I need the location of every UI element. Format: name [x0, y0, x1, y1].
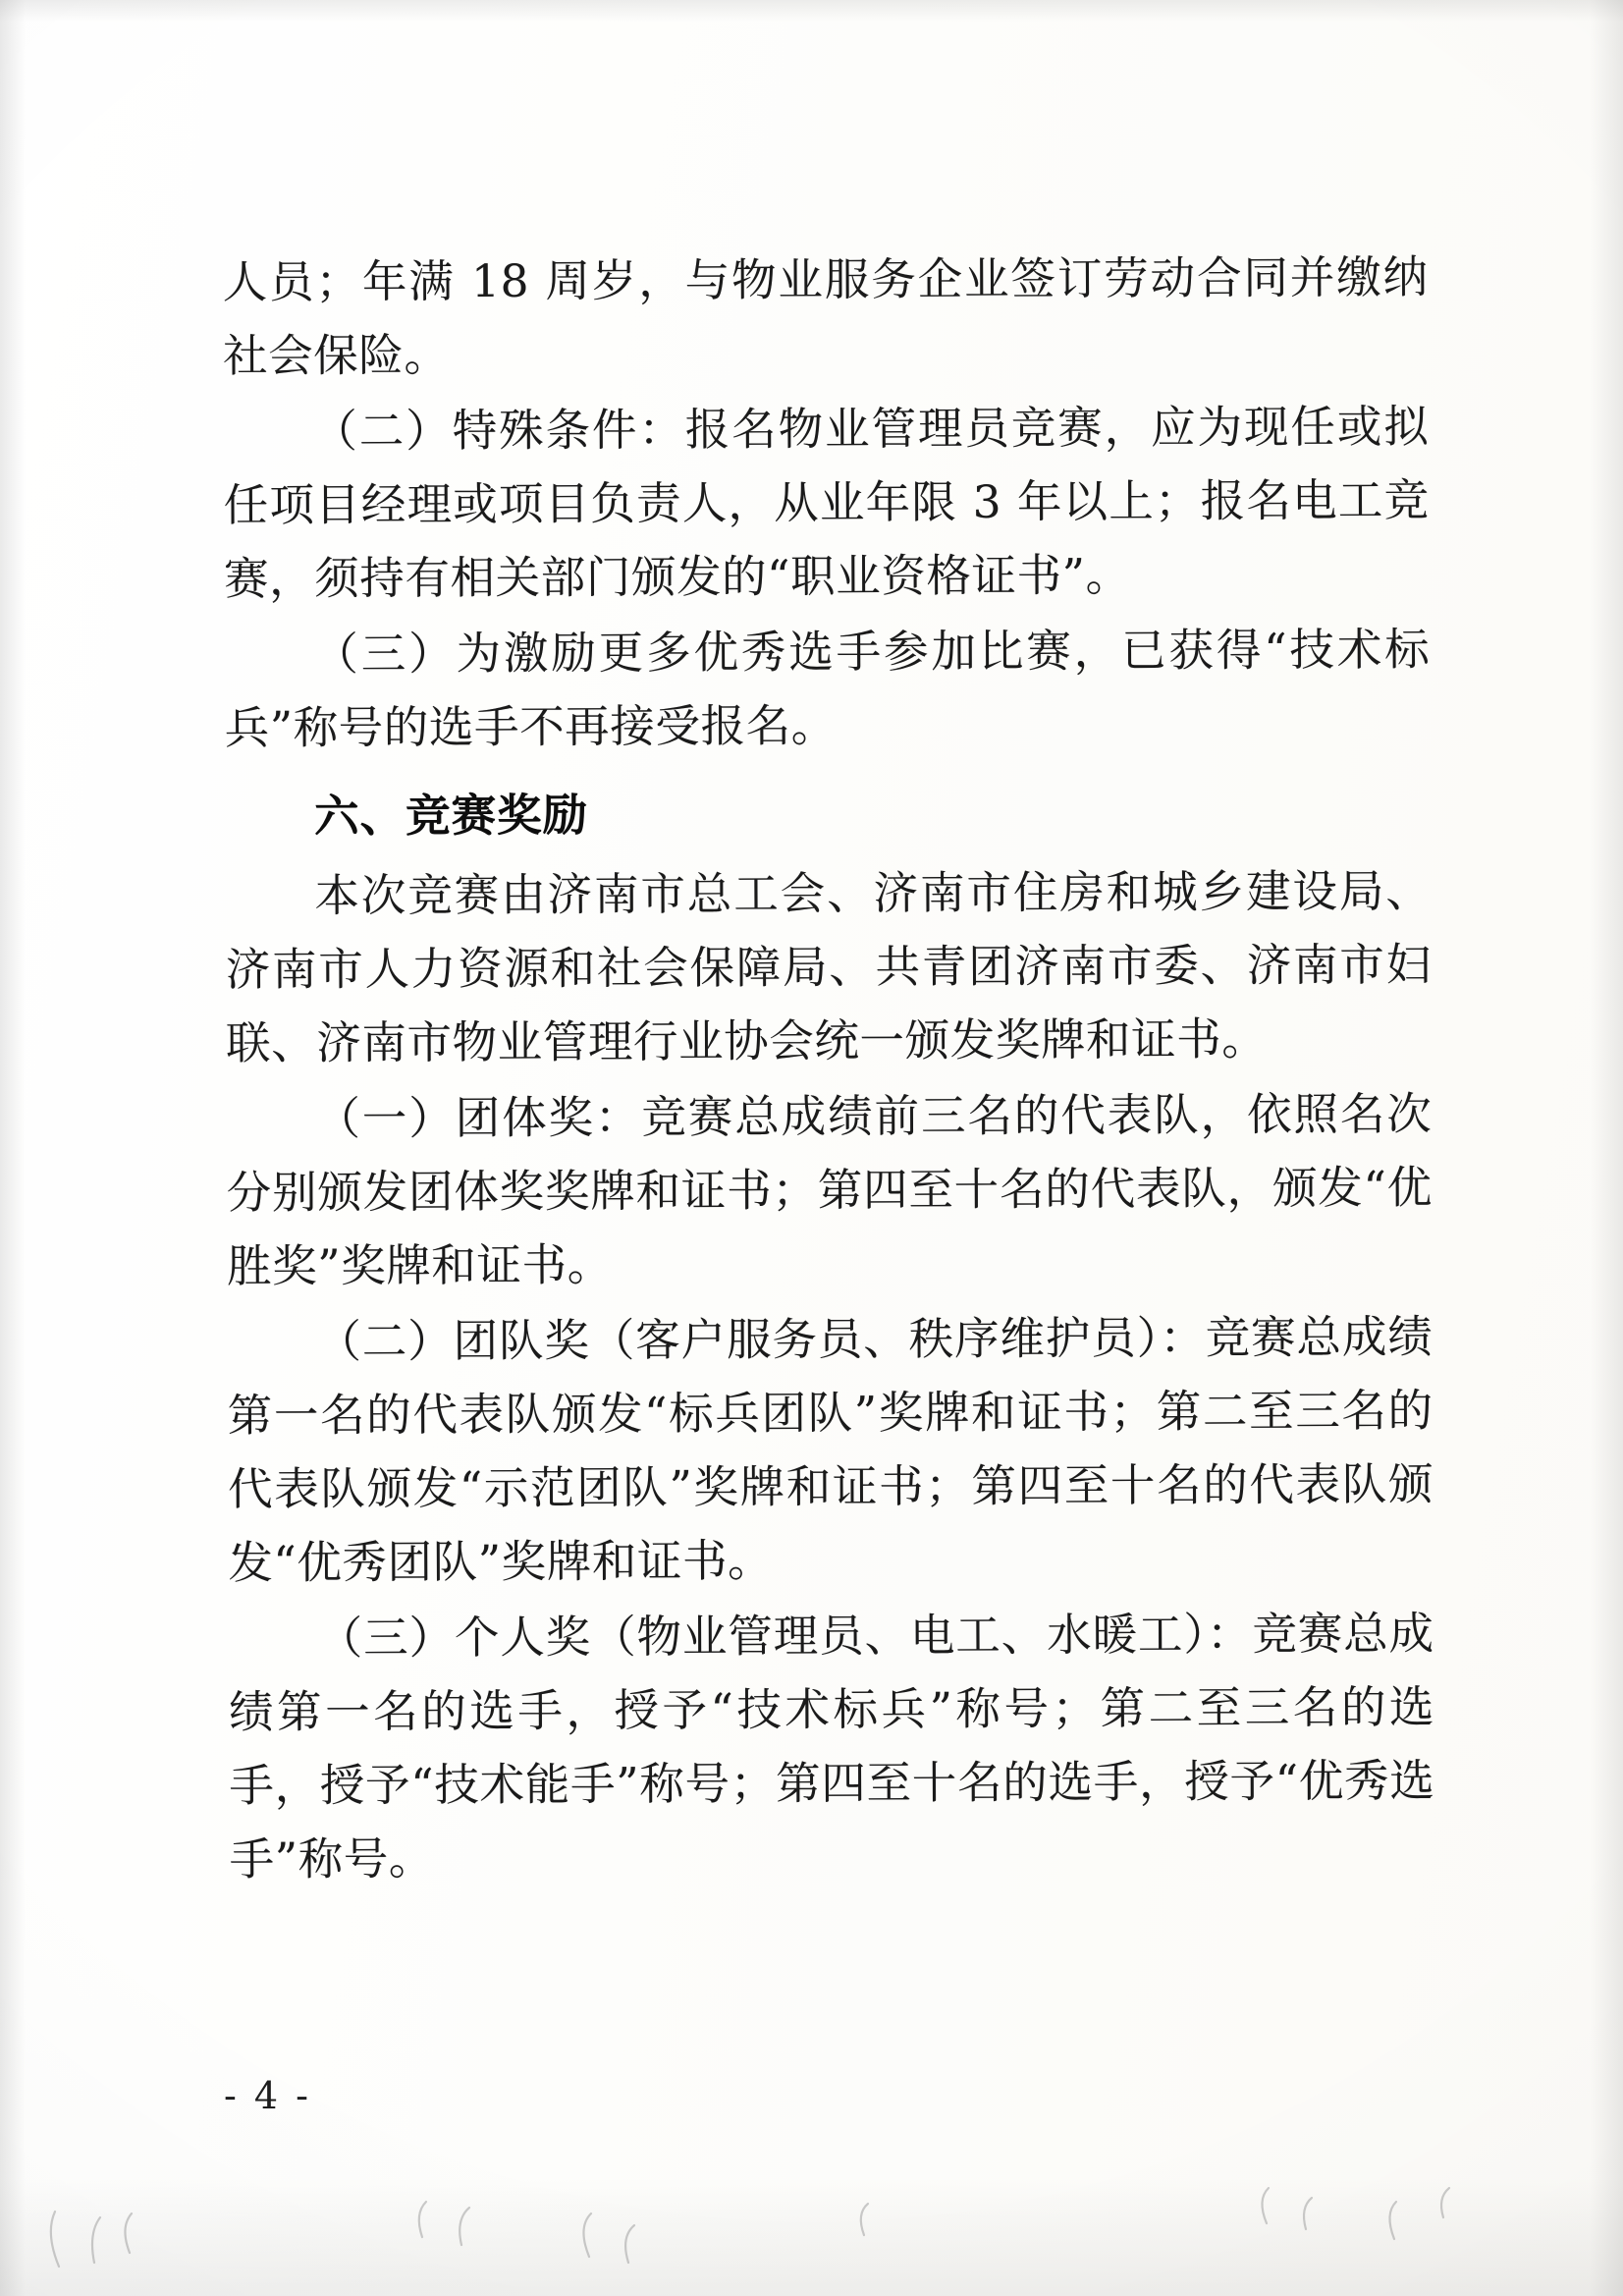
paragraph-encourage-participants: （三）为激励更多优秀选手参加比赛，已获得“技术标兵”称号的选手不再接受报名。 — [224, 623, 1431, 755]
paragraph-awarding-bodies: 本次竞赛由济南市总工会、济南市住房和城乡建设局、济南市人力资源和社会保障局、共青团济南市委、济南市妇联、济南市物业管理行业协会统一颁发奖牌和证书。 — [225, 864, 1432, 1070]
section-heading-competition-awards: 六、竞赛奖励 — [313, 789, 589, 843]
scan-edge-top — [0, 0, 1623, 22]
paragraph-award-individual-prize: （三）个人奖（物业管理员、电工、水暖工）：竞赛总成绩第一名的选手，授予“技术标兵”称号；第二至三名的选手，授予“技术能手”称号；第四至十名的选手，授予“优秀选手”称号。 — [228, 1607, 1435, 1886]
document-text-body — [223, 241, 1435, 1898]
paragraph-special-conditions: （二）特殊条件：报名物业管理员竞赛，应为现任或拟任项目经理或项目负责人，从业年限 3 年以上；报名电工竞赛，须持有相关部门颁发的“职业资格证书”。 — [223, 400, 1430, 606]
paragraph-continuation: 人员；年满 18 周岁，与物业服务企业签订劳动合同并缴纳社会保险。 — [222, 250, 1429, 383]
scan-edge-right — [1590, 0, 1623, 2296]
paragraph-award-team-prize: （二）团队奖（客户服务员、秩序维护员）：竞赛总成绩第一名的代表队颁发“标兵团队”奖牌和证书；第二至三名的代表队颁发“示范团队”奖牌和证书；第四至十名的代表队颁发“优秀团队”奖牌和证书。 — [227, 1310, 1434, 1590]
scan-edge-left — [0, 0, 26, 2296]
page-number: - 4 - — [224, 2074, 312, 2117]
paragraph-award-group-prize: （一）团体奖：竞赛总成绩前三名的代表队，依照名次分别颁发团体奖奖牌和证书；第四至十名的代表队，颁发“优胜奖”奖牌和证书。 — [226, 1087, 1433, 1293]
scan-edge-bottom — [0, 2178, 1623, 2296]
